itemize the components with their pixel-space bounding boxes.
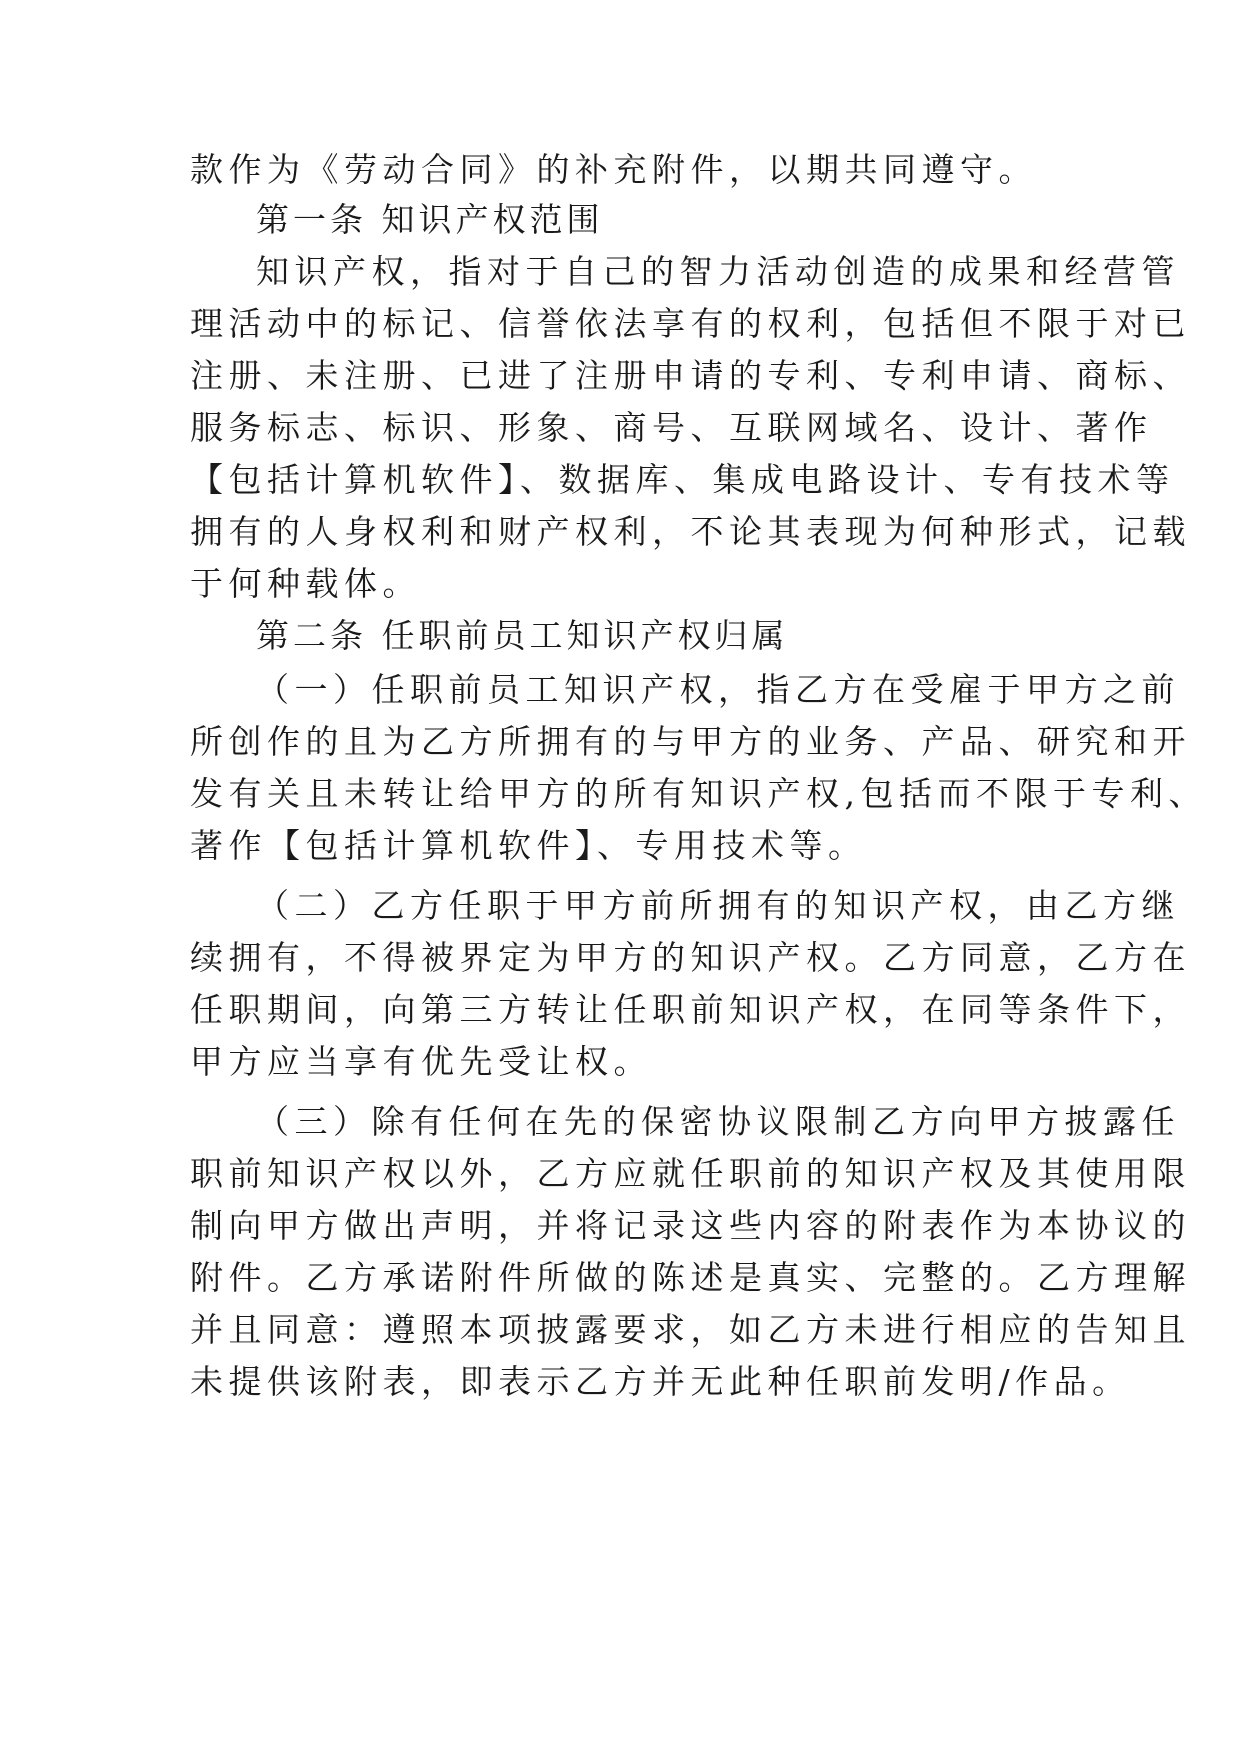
paragraph-line: 服务标志、标识、形象、商号、互联网域名、设计、著作 (190, 408, 1153, 447)
paragraph-line: 发有关且未转让给甲方的所有知识产权,包括而不限于专利、 (190, 774, 1207, 813)
paragraph-line: 制向甲方做出声明，并将记录这些内容的附表作为本协议的 (190, 1206, 1191, 1245)
paragraph-line: 任职期间，向第三方转让任职前知识产权，在同等条件下， (190, 990, 1191, 1029)
paragraph-line: 拥有的人身权利和财产权利，不论其表现为何种形式，记载 (190, 512, 1191, 551)
paragraph-line: 附件。乙方承诺附件所做的陈述是真实、完整的。乙方理解 (190, 1258, 1191, 1297)
paragraph-line: （一）任职前员工知识产权，指乙方在受雇于甲方之前 (256, 670, 1180, 709)
paragraph-line: （二）乙方任职于甲方前所拥有的知识产权，由乙方继 (256, 886, 1180, 925)
paragraph-line: 续拥有，不得被界定为甲方的知识产权。乙方同意，乙方在 (190, 938, 1191, 977)
paragraph-line: 著作【包括计算机软件】、专用技术等。 (190, 826, 867, 865)
section-heading-2: 第二条 任职前员工知识产权归属 (256, 616, 789, 655)
paragraph-line: （三）除有任何在先的保密协议限制乙方向甲方披露任 (256, 1102, 1180, 1141)
paragraph-line: 所创作的且为乙方所拥有的与甲方的业务、产品、研究和开 (190, 722, 1191, 761)
paragraph-line: 未提供该附表，即表示乙方并无此种任职前发明/作品。 (190, 1362, 1131, 1401)
paragraph-line: 并且同意：遵照本项披露要求，如乙方未进行相应的告知且 (190, 1310, 1191, 1349)
section-heading-1: 第一条 知识产权范围 (256, 200, 604, 239)
paragraph-line: 于何种载体。 (190, 564, 421, 603)
paragraph-line: 甲方应当享有优先受让权。 (190, 1042, 652, 1081)
paragraph-line: 注册、未注册、已进了注册申请的专利、专利申请、商标、 (190, 356, 1191, 395)
paragraph-line: 知识产权，指对于自己的智力活动创造的成果和经营管 (256, 252, 1180, 291)
paragraph-line: 理活动中的标记、信誉依法享有的权利，包括但不限于对已 (190, 304, 1191, 343)
paragraph-line: 【包括计算机软件】、数据库、集成电路设计、专有技术等 (190, 460, 1175, 499)
paragraph-line: 职前知识产权以外，乙方应就任职前的知识产权及其使用限 (190, 1154, 1191, 1193)
paragraph-line: 款作为《劳动合同》的补充附件，以期共同遵守。 (190, 150, 1037, 189)
